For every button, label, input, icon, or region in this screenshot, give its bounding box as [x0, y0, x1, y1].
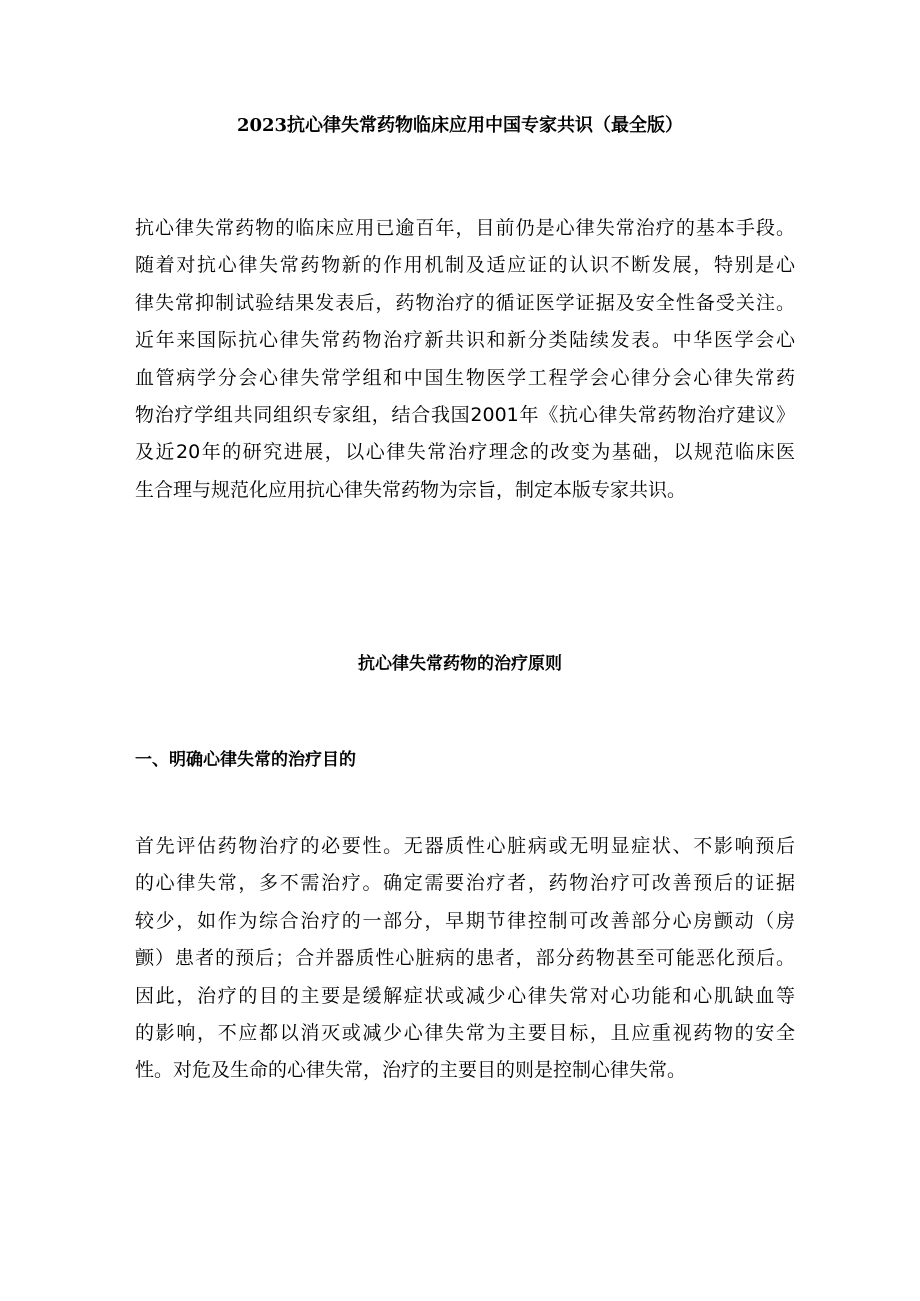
- body-line: 性。对危及生命的心律失常，治疗的主要目的则是控制心律失常。: [135, 1059, 687, 1082]
- intro-line: 近年来国际抗心律失常药物治疗新共识和新分类陆续发表。中华医学会心: [135, 329, 795, 352]
- intro-line: 随着对抗心律失常药物新的作用机制及适应证的认识不断发展，特别是心: [135, 254, 795, 277]
- intro-paragraph: [135, 210, 795, 509]
- intro-line: 生合理与规范化应用抗心律失常药物为宗旨，制定本版专家共识。: [135, 478, 687, 501]
- body-line: 较少，如作为综合治疗的一部分，早期节律控制可改善部分心房颤动（房: [135, 909, 795, 932]
- intro-line: 抗心律失常药物的临床应用已逾百年，目前仍是心律失常治疗的基本手段。: [135, 217, 795, 239]
- section-title: 抗心律失常药物的治疗原则: [358, 654, 562, 674]
- body-line: 首先评估药物治疗的必要性。无器质性心脏病或无明显症状、不影响预后: [135, 835, 795, 857]
- body-line: 的心律失常，多不需治疗。确定需要治疗者，药物治疗可改善预后的证据: [135, 872, 795, 895]
- document-title: 2023抗心律失常药物临床应用中国专家共识（最全版）: [236, 115, 684, 136]
- intro-line: 律失常抑制试验结果发表后，药物治疗的循证医学证据及安全性备受关注。: [135, 291, 795, 314]
- intro-line: 及近20年的研究进展，以心律失常治疗理念的改变为基础，以规范临床医: [135, 441, 795, 464]
- body-line: 颤）患者的预后；合并器质性心脏病的患者，部分药物甚至可能恶化预后。: [135, 947, 795, 970]
- intro-line: 血管病学分会心律失常学组和中国生物医学工程学会心律分会心律失常药: [135, 366, 795, 389]
- subsection-heading: 一、明确心律失常的治疗目的: [135, 750, 356, 770]
- subsection-paragraph: [135, 828, 795, 1090]
- intro-line: 物治疗学组共同组织专家组，结合我国2001年《抗心律失常药物治疗建议》: [135, 404, 795, 427]
- body-line: 的影响，不应都以消灭或减少心律失常为主要目标，且应重视药物的安全: [135, 1022, 795, 1045]
- body-line: 因此，治疗的目的主要是缓解症状或减少心律失常对心功能和心肌缺血等: [135, 984, 795, 1007]
